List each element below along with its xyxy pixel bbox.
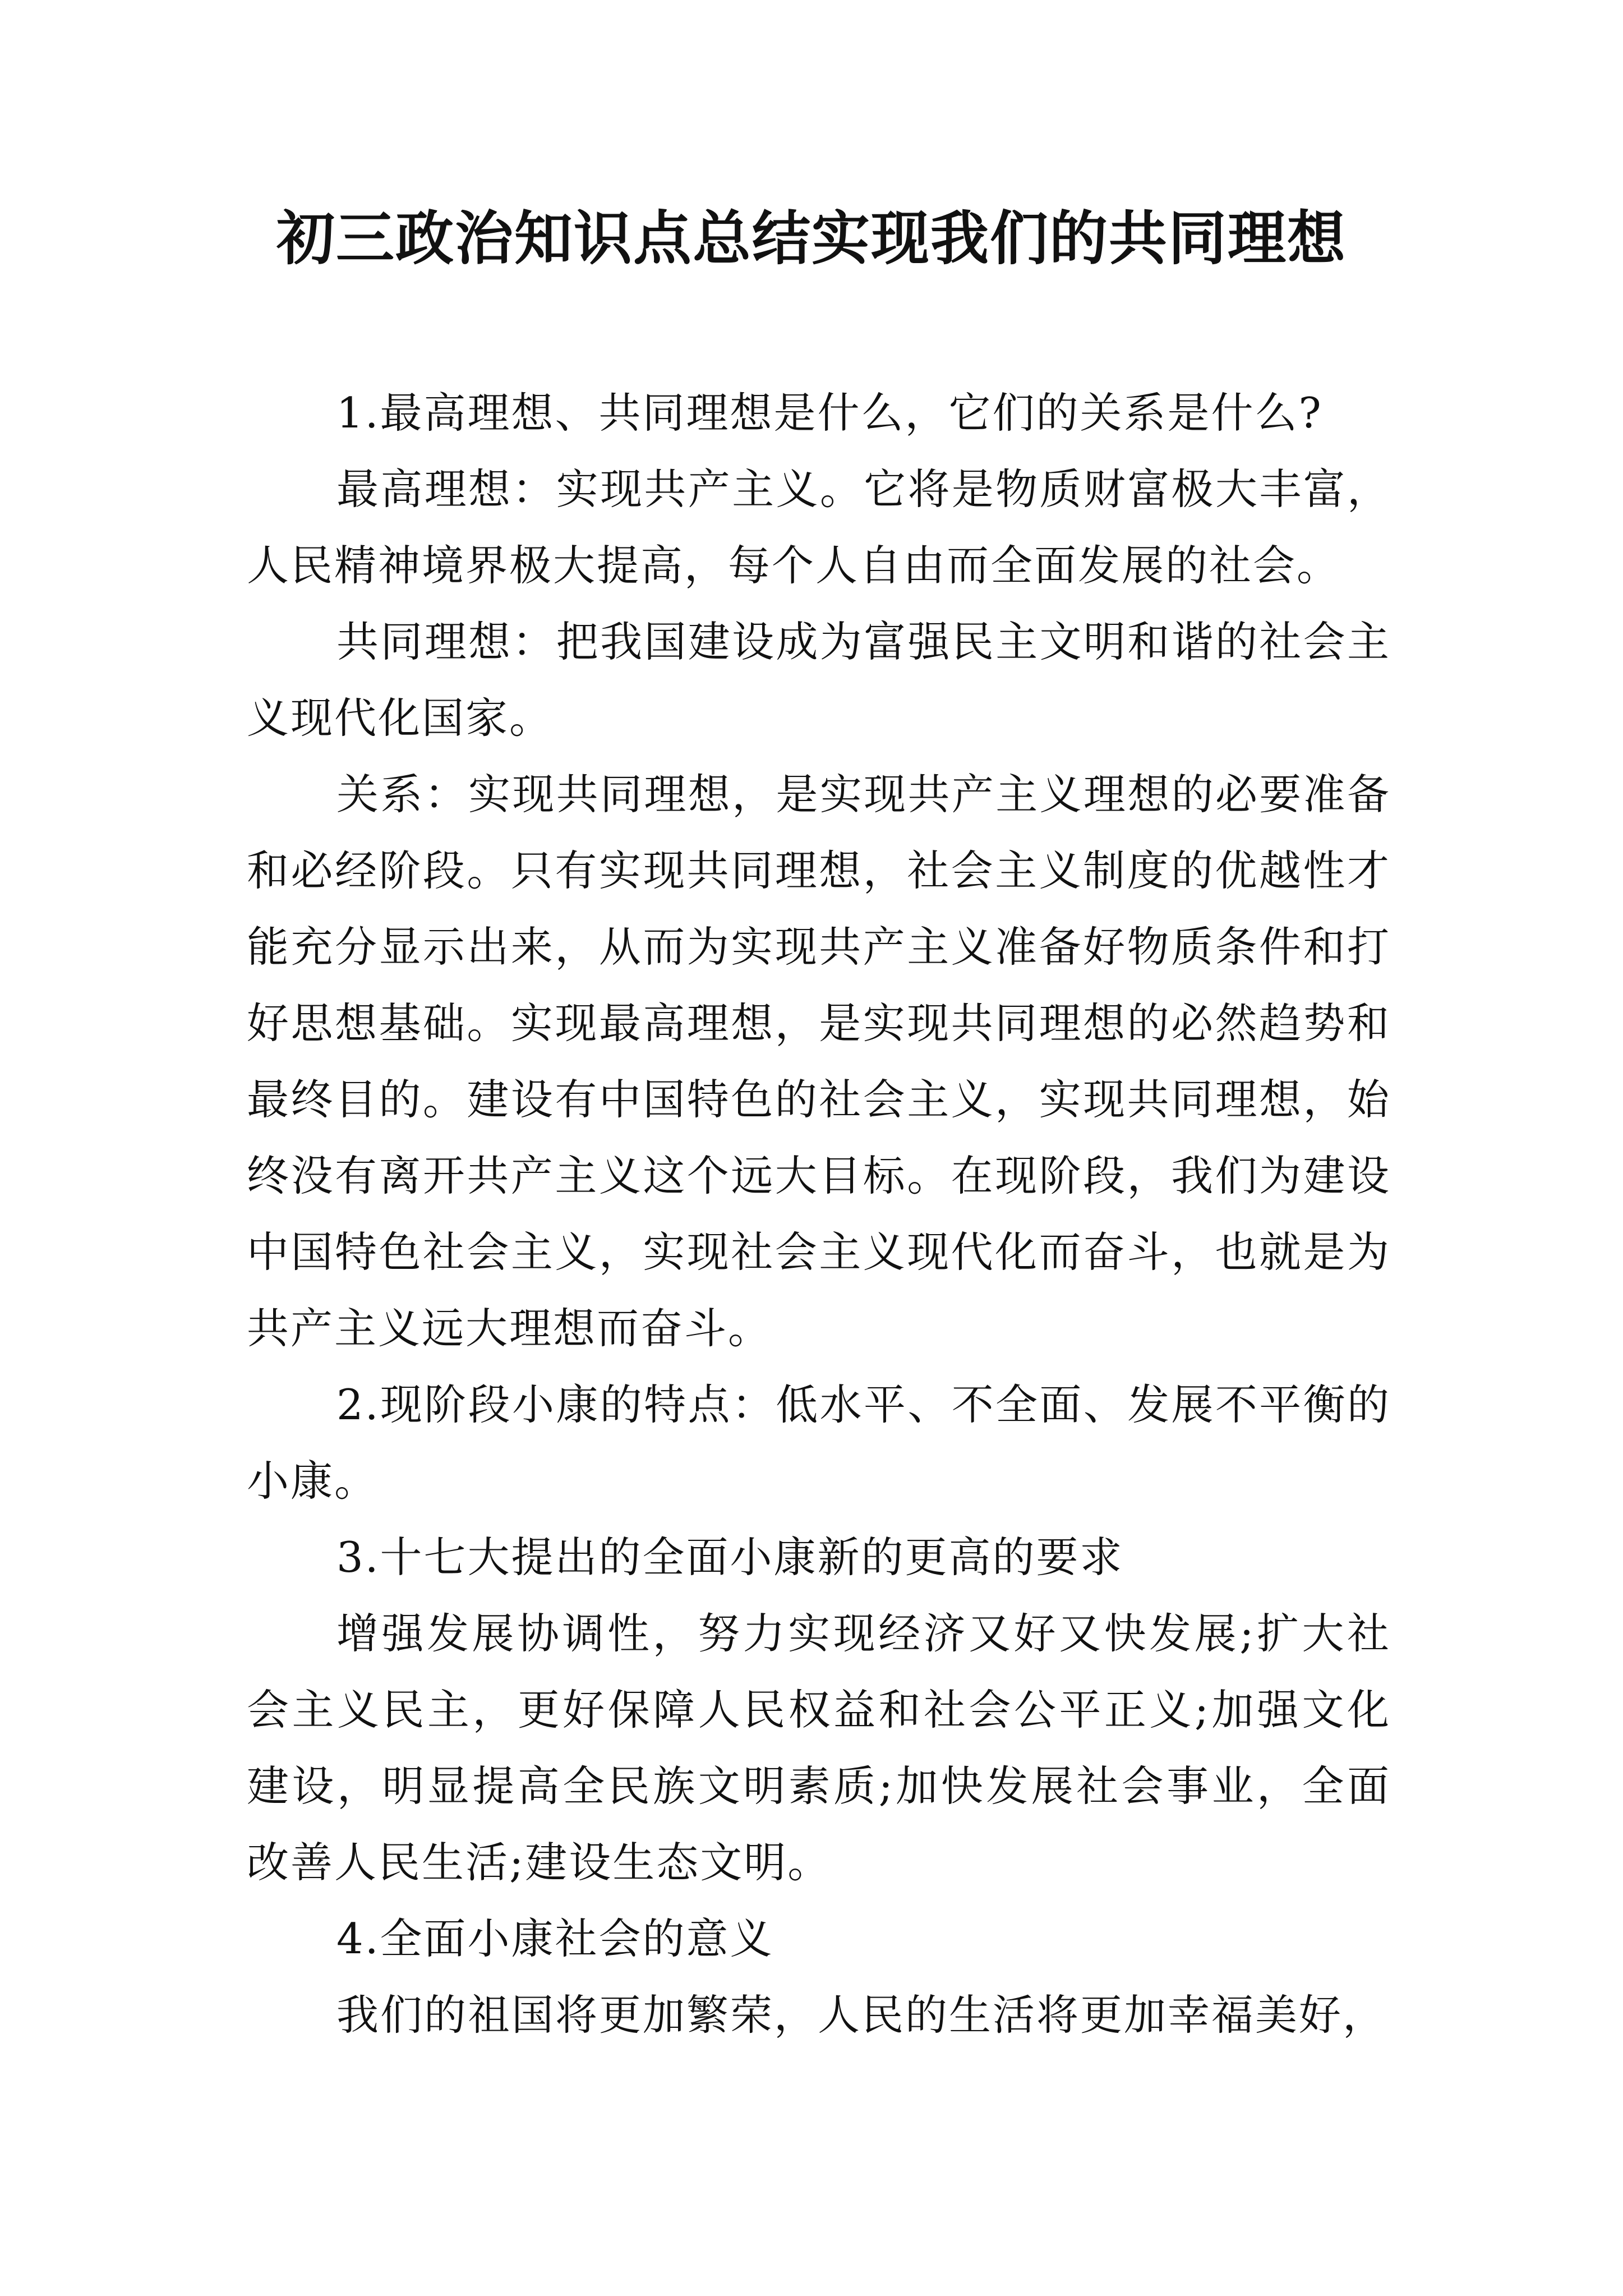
question-2-paragraph: 2.现阶段小康的特点：低水平、不全面、发展不平衡的小康。 (247, 1380, 1391, 1506)
common-ideal-paragraph: 共同理想：把我国建设成为富强民主文明和谐的社会主义现代化国家。 (247, 617, 1391, 743)
document-body (247, 375, 1391, 2053)
relationship-paragraph: 关系：实现共同理想，是实现共产主义理想的必要准备和必经阶段。只有实现共同理想，社会主义制度的优越性才能充分显示出来，从而为实现共产主义准备好物质条件和打好思想基础。实现最高理想，是实现共同理想的必然趋势和最终目的。建设有中国特色的社会主义，实现共同理想，始终没有离开共产主义这个远大目标。在现阶段，我们为建设中国特色社会主义，实现社会主义现代化而奋斗，也就是为共产主义远大理想而奋斗。 (247, 770, 1391, 1353)
question-4-heading: 4.全面小康社会的意义 (336, 1914, 774, 1963)
document-title: 初三政治知识点总结实现我们的共同理想 (276, 204, 1347, 273)
significance-paragraph: 我们的祖国将更加繁荣，人民的生活将更加幸福美好， (336, 1990, 1387, 2040)
question-1-heading: 1.最高理想、共同理想是什么，它们的关系是什么? (336, 388, 1323, 438)
question-3-heading: 3.十七大提出的全面小康新的更高的要求 (336, 1533, 1124, 1582)
highest-ideal-paragraph: 最高理想：实现共产主义。它将是物质财富极大丰富，人民精神境界极大提高，每个人自由而全面发展的社会。 (247, 464, 1391, 590)
requirements-paragraph: 增强发展协调性，努力实现经济又好又快发展;扩大社会主义民主，更好保障人民权益和社会公平正义;加强文化建设，明显提高全民族文明素质;加快发展社会事业，全面改善人民生活;建设生态文明。 (247, 1609, 1391, 1887)
